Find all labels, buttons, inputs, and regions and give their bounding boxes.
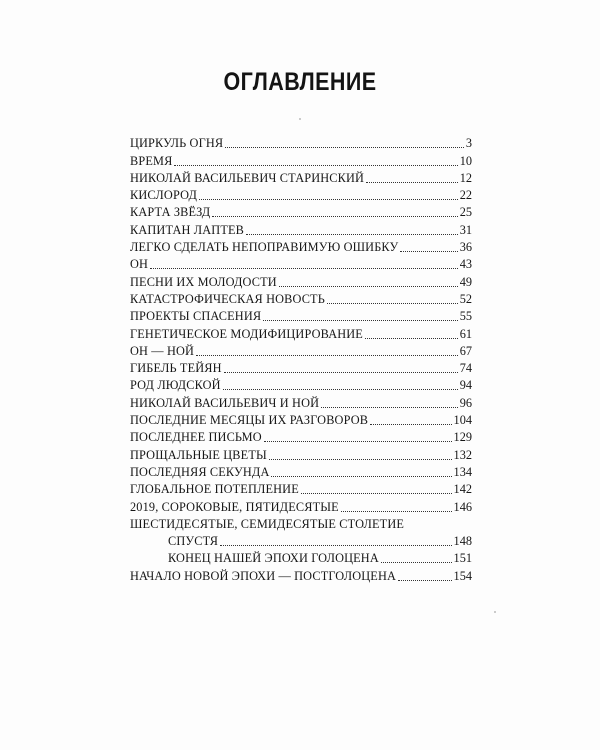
toc-entry-title: ЛЕГКО СДЕЛАТЬ НЕПОПРАВИМУЮ ОШИБКУ <box>130 240 399 255</box>
toc-entry <box>130 342 472 359</box>
toc-entry <box>130 411 472 428</box>
toc-entry-page: 49 <box>459 274 472 289</box>
toc-entry-page: 52 <box>459 291 472 306</box>
dot-leader <box>370 414 451 425</box>
dot-leader <box>279 276 458 287</box>
toc-entry <box>130 220 472 237</box>
toc-entry <box>130 186 472 203</box>
toc-entry-title: ПЕСНИ ИХ МОЛОДОСТИ <box>130 274 277 289</box>
toc-entry <box>130 393 472 410</box>
page-title: ОГЛАВЛЕНИЕ <box>223 68 377 96</box>
toc-entry-title: КАРТА ЗВЁЗД <box>130 205 211 220</box>
toc-entry-page: 36 <box>459 240 472 255</box>
toc-entry-title: ПРОЩАЛЬНЫЕ ЦВЕТЫ <box>130 447 267 462</box>
dot-leader <box>271 466 451 477</box>
toc-entry-page: 74 <box>459 361 472 376</box>
toc-entry <box>130 203 472 220</box>
toc-entry-title-continued: СПУСТЯ <box>168 534 219 549</box>
toc-entry-title: ШЕСТИДЕСЯТЫЕ, СЕМИДЕСЯТЫЕ СТОЛЕТИЕ <box>130 516 405 531</box>
toc-entry-title: ПОСЛЕДНЕЕ ПИСЬМО <box>130 430 262 445</box>
dot-leader <box>264 431 452 442</box>
toc-entry-title: ЦИРКУЛЬ ОГНЯ <box>130 136 224 151</box>
dot-leader <box>199 189 458 200</box>
toc-entry <box>130 169 472 186</box>
toc-entry-title: КАПИТАН ЛАПТЕВ <box>130 222 245 237</box>
toc-entry-title: НАЧАЛО НОВОЙ ЭПОХИ — ПОСТГОЛОЦЕНА <box>130 568 396 583</box>
dot-leader <box>224 362 458 373</box>
dot-leader <box>150 258 458 269</box>
toc-entry-page: 61 <box>459 326 472 341</box>
dot-leader <box>225 137 464 148</box>
paper-speck <box>494 611 496 613</box>
dot-leader <box>321 397 458 408</box>
paper-speck <box>299 118 301 120</box>
toc-entry-page: 148 <box>453 534 472 549</box>
toc-entry-page: 12 <box>459 170 472 185</box>
dot-leader <box>341 501 452 512</box>
toc-entry-page: 134 <box>453 464 472 479</box>
toc-entry <box>130 376 472 393</box>
toc-entry <box>130 255 472 272</box>
toc-entry-title: ПРОЕКТЫ СПАСЕНИЯ <box>130 309 262 324</box>
toc-entry-title: ГЕНЕТИЧЕСКОЕ МОДИФИЦИРОВАНИЕ <box>130 326 363 341</box>
toc-entry <box>130 445 472 462</box>
toc-entry-title: НИКОЛАЙ ВАСИЛЬЕВИЧ И НОЙ <box>130 395 320 410</box>
toc-entry <box>130 463 472 480</box>
toc-entry-page: 132 <box>453 447 472 462</box>
toc-entry <box>130 290 472 307</box>
toc-entry-title: ОН <box>130 257 149 272</box>
toc-entry-page: 22 <box>459 188 472 203</box>
dot-leader <box>196 345 458 356</box>
dot-leader <box>220 535 451 546</box>
toc-entry-title: ПОСЛЕДНЯЯ СЕКУНДА <box>130 464 270 479</box>
toc-entry-page: 151 <box>453 551 472 566</box>
toc-entry-title: ОН — НОЙ <box>130 343 195 358</box>
dot-leader <box>398 570 452 581</box>
dot-leader <box>365 328 458 339</box>
toc-entry <box>130 497 472 514</box>
toc-entry <box>130 566 472 583</box>
toc-entry <box>130 151 472 168</box>
toc-entry-title: НИКОЛАЙ ВАСИЛЬЕВИЧ СТАРИНСКИЙ <box>130 170 365 185</box>
toc-entry <box>130 359 472 376</box>
toc-entry-page: 94 <box>459 378 472 393</box>
toc-entry-title: ВРЕМЯ <box>130 153 173 168</box>
toc-entry-page: 43 <box>459 257 472 272</box>
toc-entry-page: 55 <box>459 309 472 324</box>
dot-leader <box>269 449 452 460</box>
toc-entry-title: КОНЕЦ НАШЕЙ ЭПОХИ ГОЛОЦЕНА <box>168 551 379 566</box>
toc-entry-page: 31 <box>459 222 472 237</box>
dot-leader <box>327 293 458 304</box>
dot-leader <box>212 206 457 217</box>
toc-entry <box>130 307 472 324</box>
toc-entry-page: 142 <box>453 482 472 497</box>
toc-entry-page: 146 <box>453 499 472 514</box>
toc-entry-title: ГИБЕЛЬ ТЕЙЯН <box>130 361 222 376</box>
dot-leader <box>381 552 452 563</box>
toc-entry-page: 129 <box>453 430 472 445</box>
dot-leader <box>263 310 458 321</box>
toc-entry-page: 67 <box>459 343 472 358</box>
toc-entry-first-line <box>130 515 472 532</box>
toc-entry-page: 3 <box>465 136 472 151</box>
toc-entry-page: 10 <box>459 153 472 168</box>
toc-entry-title: КИСЛОРОД <box>130 188 198 203</box>
dot-leader <box>301 483 452 494</box>
toc-entry <box>130 272 472 289</box>
dot-leader <box>366 172 458 183</box>
toc-entry <box>130 480 472 497</box>
toc-entry-page: 154 <box>453 568 472 583</box>
toc-entry <box>130 532 472 549</box>
dot-leader <box>400 241 457 252</box>
toc-entry <box>130 238 472 255</box>
toc-entry-title: ПОСЛЕДНИЕ МЕСЯЦЫ ИХ РАЗГОВОРОВ <box>130 413 369 428</box>
toc-entry-page: 104 <box>453 413 472 428</box>
toc-entry-title: КАТАСТРОФИЧЕСКАЯ НОВОСТЬ <box>130 291 325 306</box>
toc-entry <box>130 134 472 151</box>
dot-leader <box>246 224 458 235</box>
toc-entry <box>130 324 472 341</box>
toc-entry-title: 2019, СОРОКОВЫЕ, ПЯТИДЕСЯТЫЕ <box>130 499 339 514</box>
toc-entry-title: РОД ЛЮДСКОЙ <box>130 378 221 393</box>
table-of-contents <box>130 134 472 584</box>
toc-entry <box>130 549 472 566</box>
toc-entry-title: ГЛОБАЛЬНОЕ ПОТЕПЛЕНИЕ <box>130 482 299 497</box>
toc-entry-page: 25 <box>459 205 472 220</box>
toc-entry-page: 96 <box>459 395 472 410</box>
toc-entry <box>130 428 472 445</box>
dot-leader <box>174 155 457 166</box>
dot-leader <box>223 379 458 390</box>
